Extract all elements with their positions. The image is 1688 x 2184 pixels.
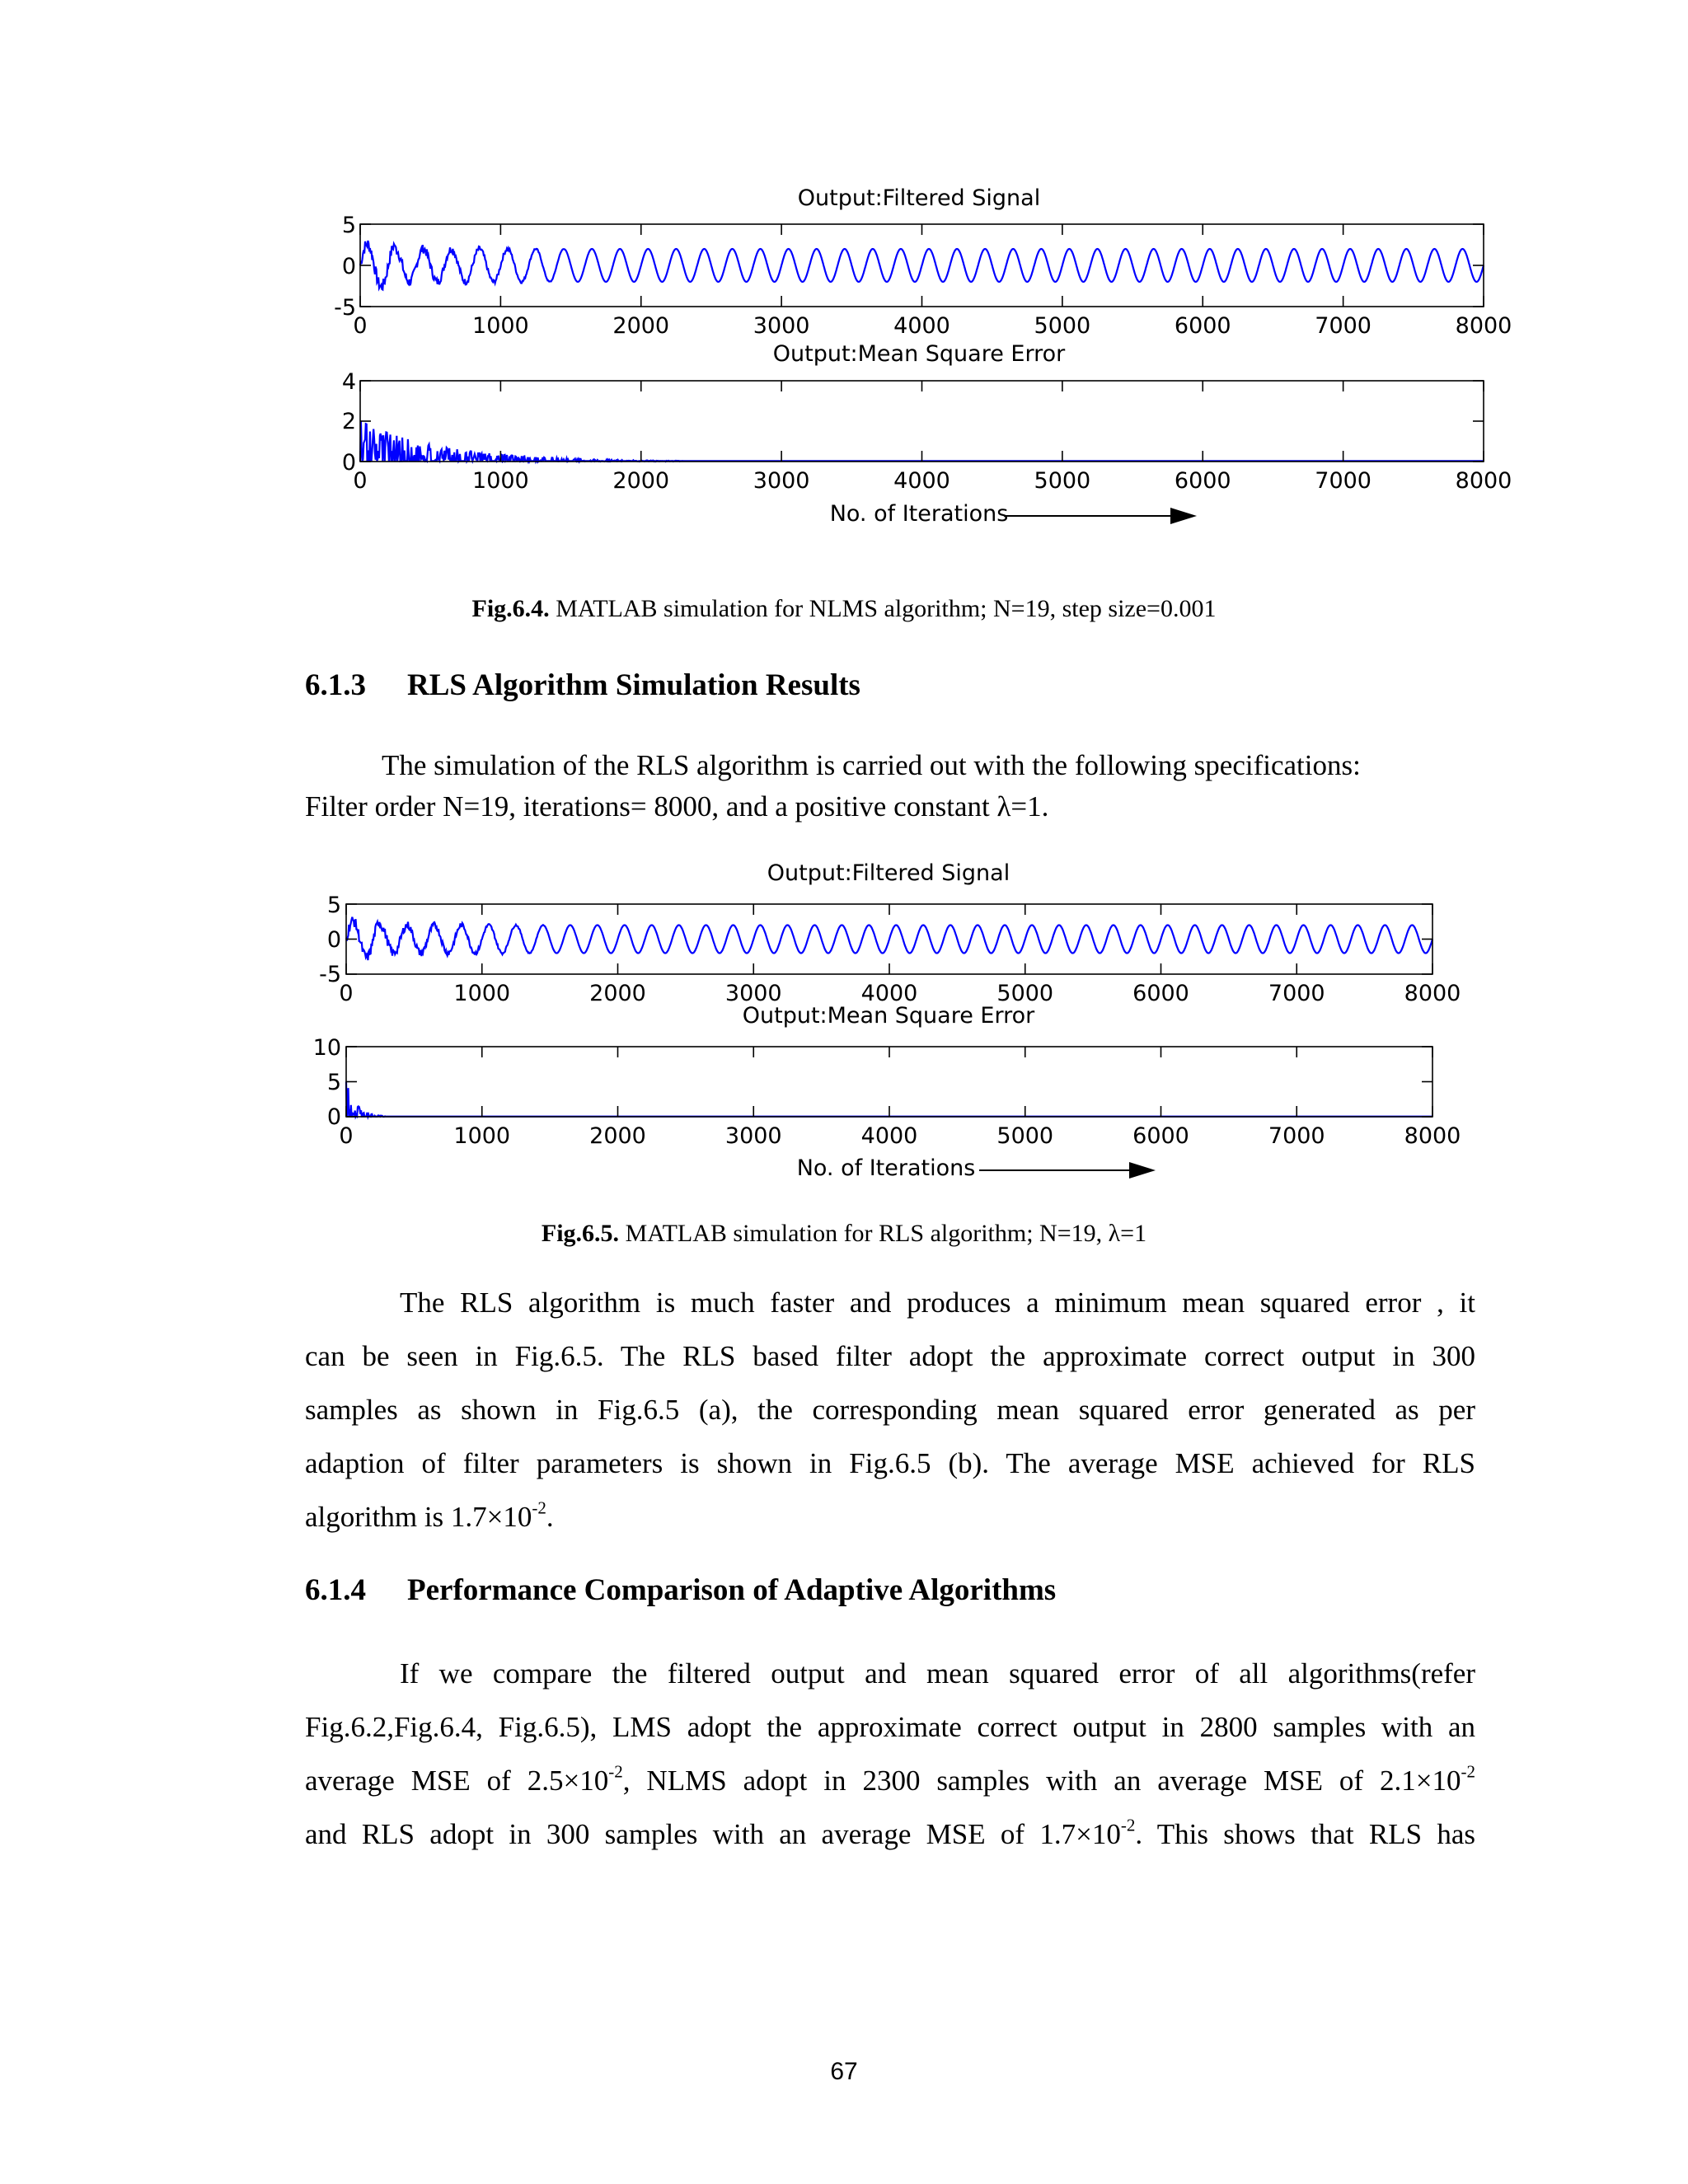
fig-6-4-xlabel: No. of Iterations (829, 501, 1009, 527)
x-tick-label: 1000 (472, 313, 529, 339)
fig-6-4-bottom-ytick: 0 (341, 450, 356, 476)
x-tick-label: 3000 (753, 468, 810, 494)
superscript: -2 (1120, 1815, 1136, 1835)
text-line (305, 1807, 1475, 1861)
figure-6-5 (305, 857, 1475, 1195)
text-line: The simulation of the RLS algorithm is carried out with the following specifications: (382, 749, 1361, 781)
x-tick-label: 3000 (724, 1123, 782, 1149)
x-tick-label: 8000 (1455, 313, 1512, 339)
x-tick-label: 4000 (893, 468, 950, 494)
fig-6-5-bottom-ytick: 10 (312, 1035, 341, 1061)
data-series-line (346, 917, 1432, 960)
text-line: The RLS algorithm is much faster and produces a minimum mean squared error , it (400, 1286, 1475, 1319)
fig-6-5-xlabel-arrow (979, 1162, 1156, 1179)
x-tick-label: 7000 (1315, 313, 1372, 339)
x-tick-label: 3000 (753, 313, 810, 339)
paragraph-comparison (305, 1647, 1475, 1861)
text-line: Fig.6.2,Fig.6.4, Fig.6.5), LMS adopt the approximate correct output in 2800 samples with an (305, 1711, 1475, 1743)
text-line (305, 1490, 1475, 1544)
x-tick-label: 1000 (453, 1123, 511, 1149)
fig-6-4-bottom-panel (342, 341, 1512, 527)
paragraph-rls-specs (305, 745, 1484, 827)
caption-label: Fig.6.5. (541, 1220, 620, 1247)
fig-6-4-top-ytick: 0 (341, 254, 356, 279)
x-tick-label: 6000 (1132, 1123, 1189, 1149)
fig-6-4-bottom-title: Output:Mean Square Error (772, 341, 1066, 367)
fig-6-4-bottom-ytick: 2 (341, 409, 356, 434)
x-tick-label: 6000 (1174, 313, 1231, 339)
text-line: samples as shown in Fig.6.5 (a), the corresponding mean squared error generated as per (305, 1394, 1475, 1426)
text-line (305, 1754, 1475, 1807)
x-tick-label: 4000 (893, 313, 950, 339)
data-series-line (360, 241, 1484, 289)
fig-6-5-bottom-ytick: 5 (326, 1070, 341, 1095)
fig-6-4-bottom-ytick: 4 (341, 369, 356, 395)
x-tick-label: 0 (353, 313, 368, 339)
x-tick-label: 7000 (1268, 981, 1325, 1006)
fig-6-4-xlabel-arrow (1004, 508, 1197, 524)
text-line: can be seen in Fig.6.5. The RLS based filter adopt the approximate correct output in 300 (305, 1340, 1475, 1372)
fig-6-5-bottom-title: Output:Mean Square Error (742, 1003, 1035, 1029)
text-fragment: . (546, 1501, 554, 1533)
text-fragment: algorithm is 1.7×10 (305, 1501, 532, 1533)
fig-6-5-top-ytick: 0 (326, 927, 341, 953)
section-number: 6.1.3 (305, 668, 366, 702)
x-tick-label: 1000 (472, 468, 529, 494)
fig-6-4-top-title: Output:Filtered Signal (797, 185, 1041, 211)
plot-frame (360, 381, 1484, 462)
x-tick-label: 7000 (1315, 468, 1372, 494)
section-heading-6-1-3 (305, 668, 860, 703)
x-tick-label: 0 (339, 981, 354, 1006)
superscript: -2 (532, 1497, 546, 1518)
fig-6-5-top-ytick: -5 (319, 962, 341, 987)
section-title: RLS Algorithm Simulation Results (407, 668, 860, 702)
text-line: adaption of filter parameters is shown in Fig.6.5 (b). The average MSE achieved for RLS (305, 1447, 1475, 1479)
x-tick-label: 7000 (1268, 1123, 1325, 1149)
page-number: 67 (830, 2058, 858, 2085)
fig-6-5-top-ytick: 5 (326, 893, 341, 918)
x-tick-label: 4000 (860, 981, 918, 1006)
section-number: 6.1.4 (305, 1573, 366, 1607)
fig-6-5-bottom-panel (313, 1003, 1461, 1181)
text-fragment: , NLMS adopt in 2300 samples with an average MSE of 2.1×10 (622, 1765, 1461, 1797)
caption-label: Fig.6.4. (471, 595, 550, 622)
fig-6-4-top-ytick: -5 (334, 295, 356, 321)
text-line: If we compare the filtered output and mean squared error of all algorithms(refer (400, 1657, 1475, 1690)
x-tick-label: 1000 (453, 981, 511, 1006)
x-tick-label: 6000 (1132, 981, 1189, 1006)
x-tick-label: 6000 (1174, 468, 1231, 494)
figure-6-4 (313, 173, 1517, 536)
section-heading-6-1-4 (305, 1572, 1056, 1608)
fig-6-5-bottom-ytick: 0 (326, 1104, 341, 1130)
section-title: Performance Comparison of Adaptive Algorithms (407, 1573, 1057, 1607)
x-tick-label: 5000 (1034, 468, 1091, 494)
x-tick-label: 8000 (1455, 468, 1512, 494)
x-tick-label: 0 (339, 1123, 354, 1149)
text-line: Filter order N=19, iterations= 8000, and a positive constant λ=1. (305, 790, 1049, 823)
x-tick-label: 3000 (724, 981, 782, 1006)
figure-6-5-caption (0, 1220, 1688, 1248)
paragraph-rls-results (305, 1276, 1475, 1544)
figure-6-4-caption (0, 595, 1688, 623)
x-tick-label: 5000 (996, 1123, 1054, 1149)
x-tick-label: 8000 (1404, 1123, 1461, 1149)
caption-text: MATLAB simulation for RLS algorithm; N=19, λ=1 (625, 1220, 1147, 1247)
superscript: -2 (1461, 1761, 1475, 1782)
caption-text: MATLAB simulation for NLMS algorithm; N=19, step size=0.001 (556, 595, 1217, 622)
superscript: -2 (608, 1761, 623, 1782)
x-tick-label: 2000 (589, 981, 646, 1006)
text-fragment: and RLS adopt in 300 samples with an average MSE of 1.7×10 (305, 1818, 1121, 1850)
text-fragment: average MSE of 2.5×10 (305, 1765, 609, 1797)
x-tick-label: 0 (353, 468, 368, 494)
fig-6-5-xlabel: No. of Iterations (796, 1155, 976, 1181)
x-tick-label: 2000 (589, 1123, 646, 1149)
fig-6-5-top-title: Output:Filtered Signal (767, 860, 1010, 886)
x-tick-label: 2000 (612, 313, 670, 339)
x-tick-label: 2000 (612, 468, 670, 494)
x-tick-label: 5000 (1034, 313, 1091, 339)
text-fragment: . This shows that RLS has (1135, 1818, 1475, 1850)
fig-6-4-top-panel (334, 185, 1512, 339)
x-tick-label: 4000 (860, 1123, 918, 1149)
x-tick-label: 8000 (1404, 981, 1461, 1006)
fig-6-5-top-panel (319, 860, 1461, 1006)
x-tick-label: 5000 (996, 981, 1054, 1006)
fig-6-4-top-ytick: 5 (341, 213, 356, 238)
